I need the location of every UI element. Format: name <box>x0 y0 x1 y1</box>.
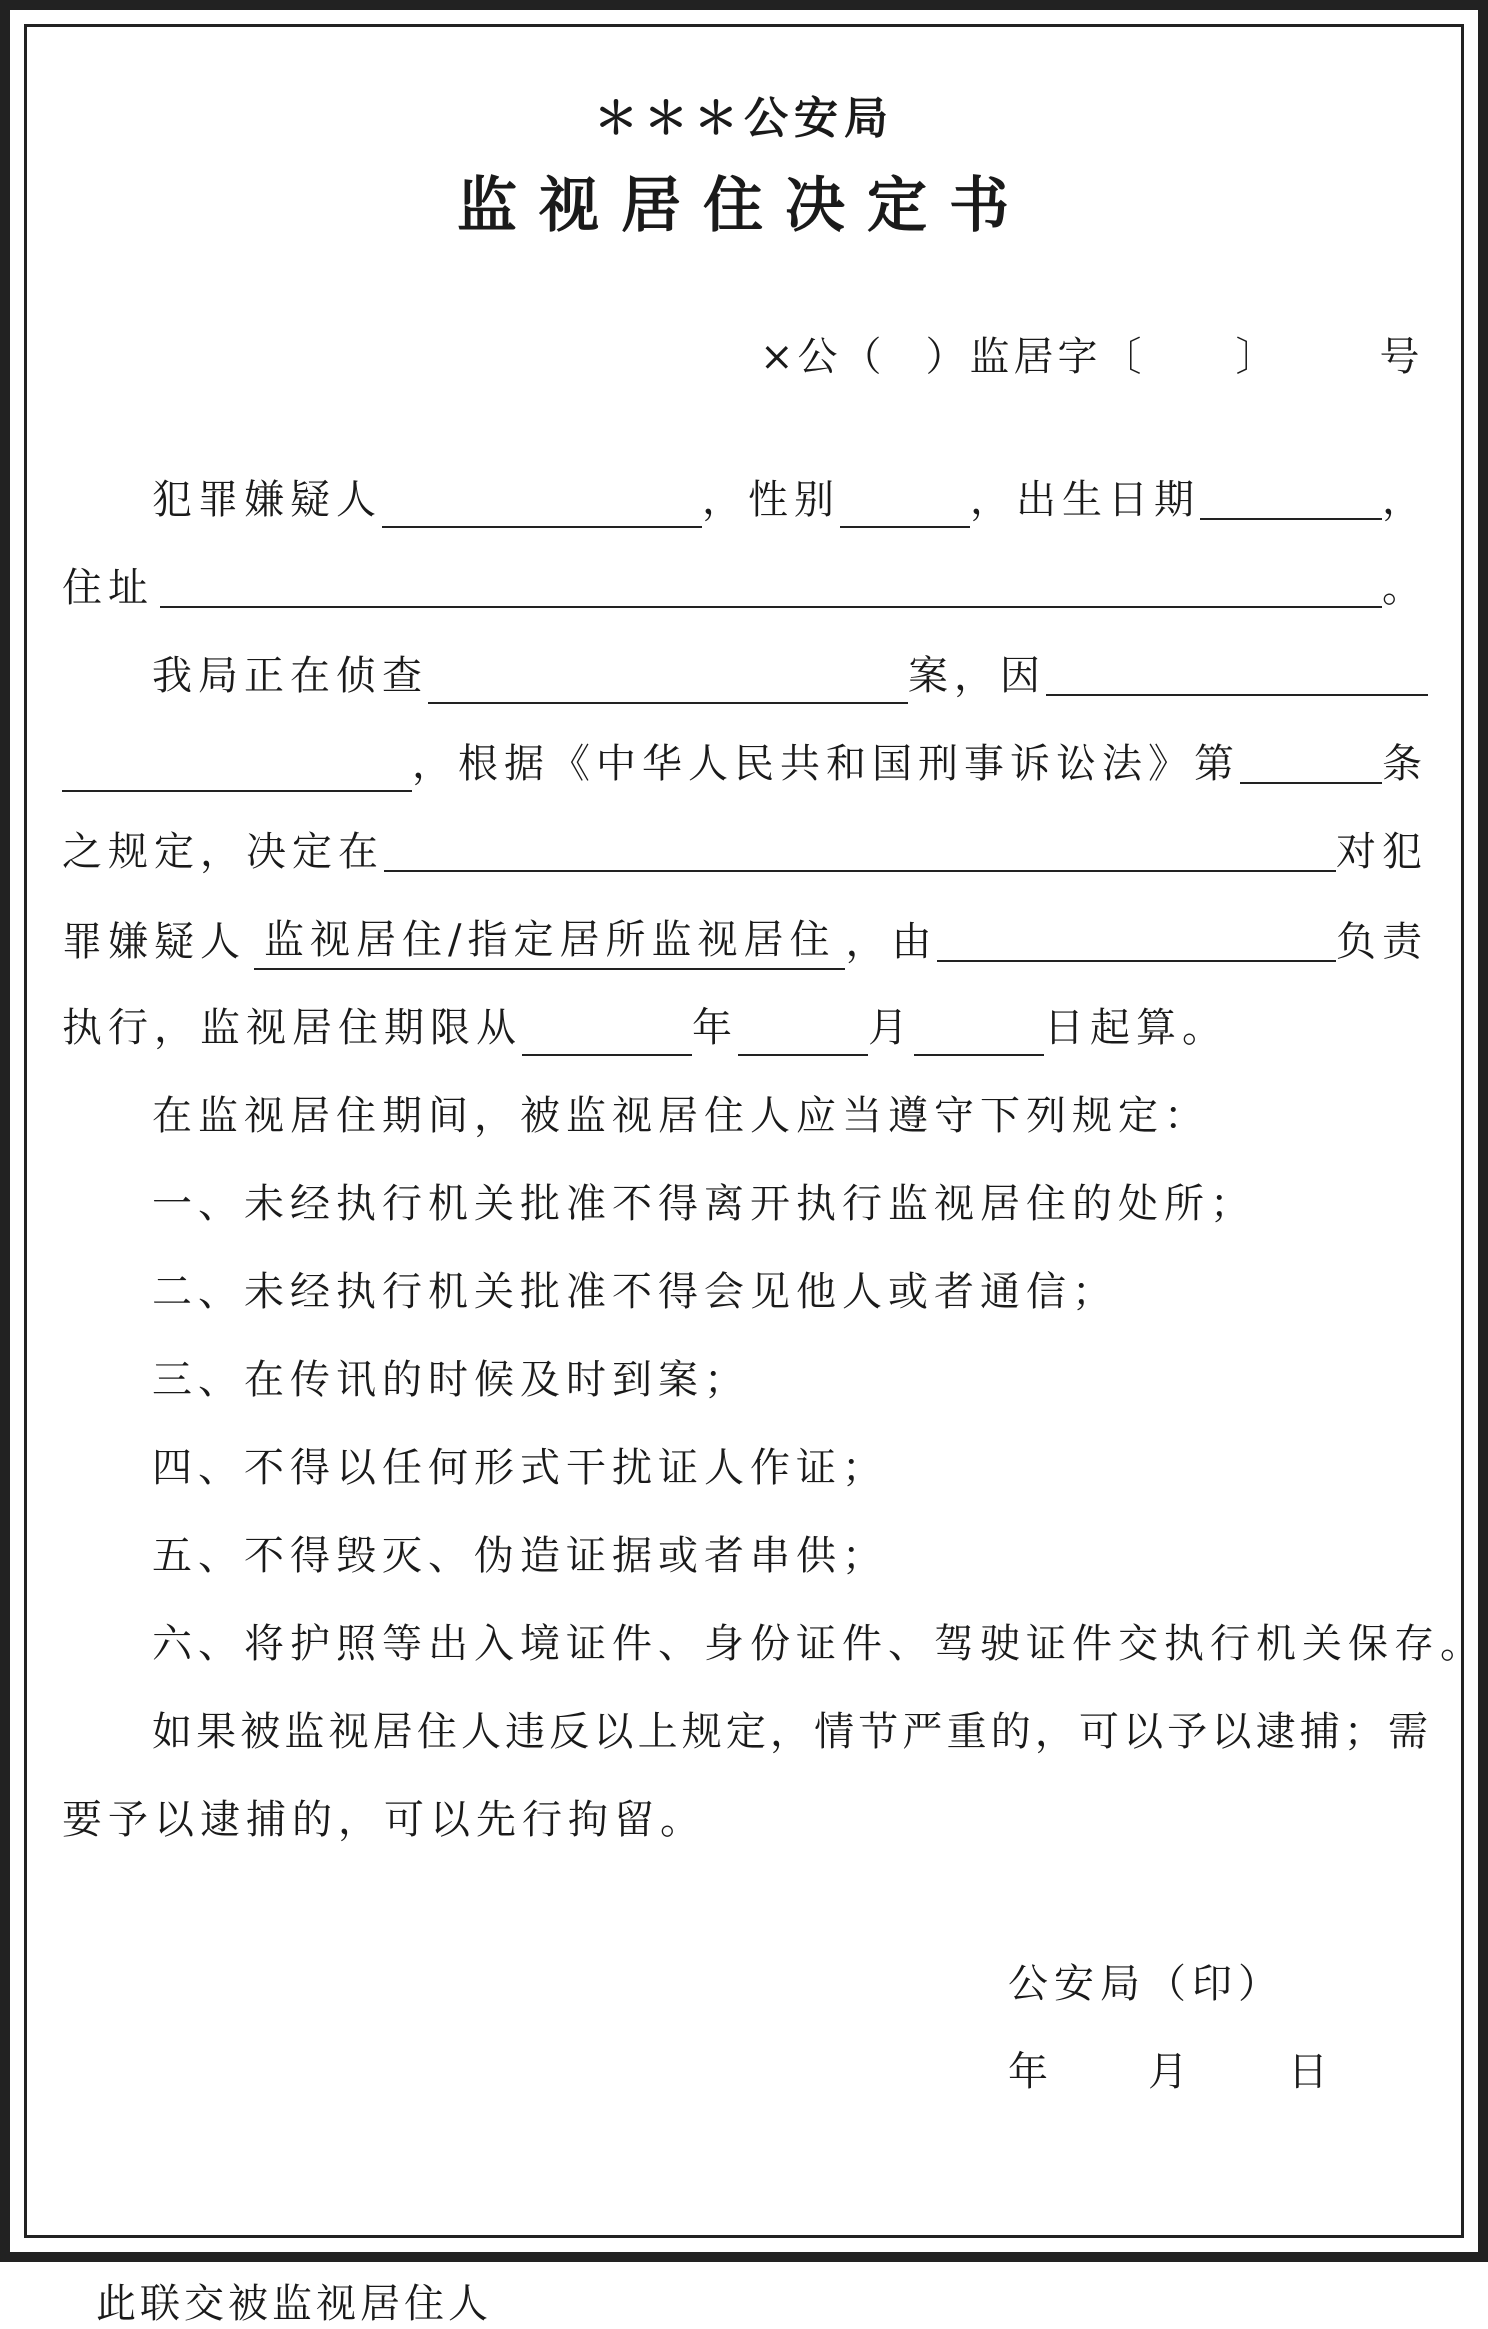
measure-type[interactable]: 监视居住/指定居所监视居住 <box>254 912 845 970</box>
document-number <box>760 325 1424 382</box>
rule-item: 二、未经执行机关批准不得会见他人或者通信； <box>152 1269 1118 1315</box>
gender-field[interactable] <box>840 486 970 528</box>
decide-at-label: 之规定，决定在 <box>62 829 384 875</box>
signature-date <box>1008 2044 1328 2100</box>
period-line <box>62 1000 1228 1056</box>
comma: ， <box>1382 477 1428 523</box>
case-because-label: 案，因 <box>908 653 1046 699</box>
reason-continued-field[interactable] <box>62 750 412 792</box>
responsible-label: 负责 <box>1336 919 1428 965</box>
day-start-label: 日起算。 <box>1044 1005 1228 1051</box>
law-line <box>62 736 1428 792</box>
suspect-word: 罪嫌疑人 <box>62 919 246 965</box>
by-label: ，由 <box>845 919 938 965</box>
address-label: 住址 <box>62 565 154 611</box>
start-year-field[interactable] <box>522 1014 692 1056</box>
gender-label: ，性别 <box>702 477 840 523</box>
suspect-label: 犯罪嫌疑人 <box>152 477 382 523</box>
rule-item: 五、不得毁灭、伪造证据或者串供； <box>152 1533 888 1579</box>
period: 。 <box>1382 565 1428 611</box>
reason-field[interactable] <box>1046 654 1428 696</box>
to-suspect-label: 对犯 <box>1336 829 1428 875</box>
seal-label: 公安局（印） <box>1008 1961 1284 2007</box>
executor-field[interactable] <box>937 920 1336 962</box>
case-line <box>152 648 1428 704</box>
rule-item: 三、在传讯的时候及时到案； <box>152 1357 750 1403</box>
rules-intro: 在监视居住期间，被监视居住人应当遵守下列规定： <box>152 1093 1210 1139</box>
doc-number-middle: ）监居字〔 <box>925 334 1146 380</box>
article-suffix: 条 <box>1382 741 1428 787</box>
start-day-field[interactable] <box>914 1014 1044 1056</box>
address-field[interactable] <box>160 566 1382 608</box>
doc-number-prefix: ×公（ <box>760 334 886 380</box>
signature-year-label: 年 <box>1008 2049 1048 2095</box>
birth-field[interactable] <box>1200 478 1382 520</box>
doc-number-suffix: 号 <box>1379 334 1424 380</box>
case-name-field[interactable] <box>428 662 908 704</box>
investigating-label: 我局正在侦查 <box>152 653 428 699</box>
article-field[interactable] <box>1240 742 1382 784</box>
copy-note: 此联交被监视居住人 <box>96 2281 492 2327</box>
location-line <box>62 824 1428 880</box>
suspect-info-line <box>152 472 1428 528</box>
doc-number-bracket: 〕 <box>1235 334 1280 380</box>
signature-month-label: 月 <box>1148 2049 1188 2095</box>
rule-item: 六、将护照等出入境证件、身份证件、驾驶证件交执行机关保存。 <box>152 1621 1486 1667</box>
execute-from-label: 执行，监视居住期限从 <box>62 1005 522 1051</box>
according-law-label: ，根据《中华人民共和国刑事诉讼法》第 <box>412 741 1240 787</box>
document-title: 监视居住决定书 <box>457 171 1031 241</box>
measure-line <box>62 912 1428 970</box>
violation-paragraph-line-2: 要予以逮捕的，可以先行拘留。 <box>62 1797 706 1843</box>
start-month-field[interactable] <box>738 1014 868 1056</box>
agency-name: ＊＊＊公安局 <box>594 93 894 144</box>
month-label: 月 <box>868 1005 914 1051</box>
signature-day-label: 日 <box>1288 2049 1328 2095</box>
address-line <box>62 560 1428 616</box>
birth-label: ，出生日期 <box>970 477 1200 523</box>
rule-item: 一、未经执行机关批准不得离开执行监视居住的处所； <box>152 1181 1256 1227</box>
location-field[interactable] <box>384 830 1336 872</box>
violation-paragraph-line-1: 如果被监视居住人违反以上规定，情节严重的，可以予以逮捕；需 <box>152 1709 1428 1755</box>
year-label: 年 <box>692 1005 738 1051</box>
suspect-name-field[interactable] <box>382 486 702 528</box>
rule-item: 四、不得以任何形式干扰证人作证； <box>152 1445 888 1491</box>
